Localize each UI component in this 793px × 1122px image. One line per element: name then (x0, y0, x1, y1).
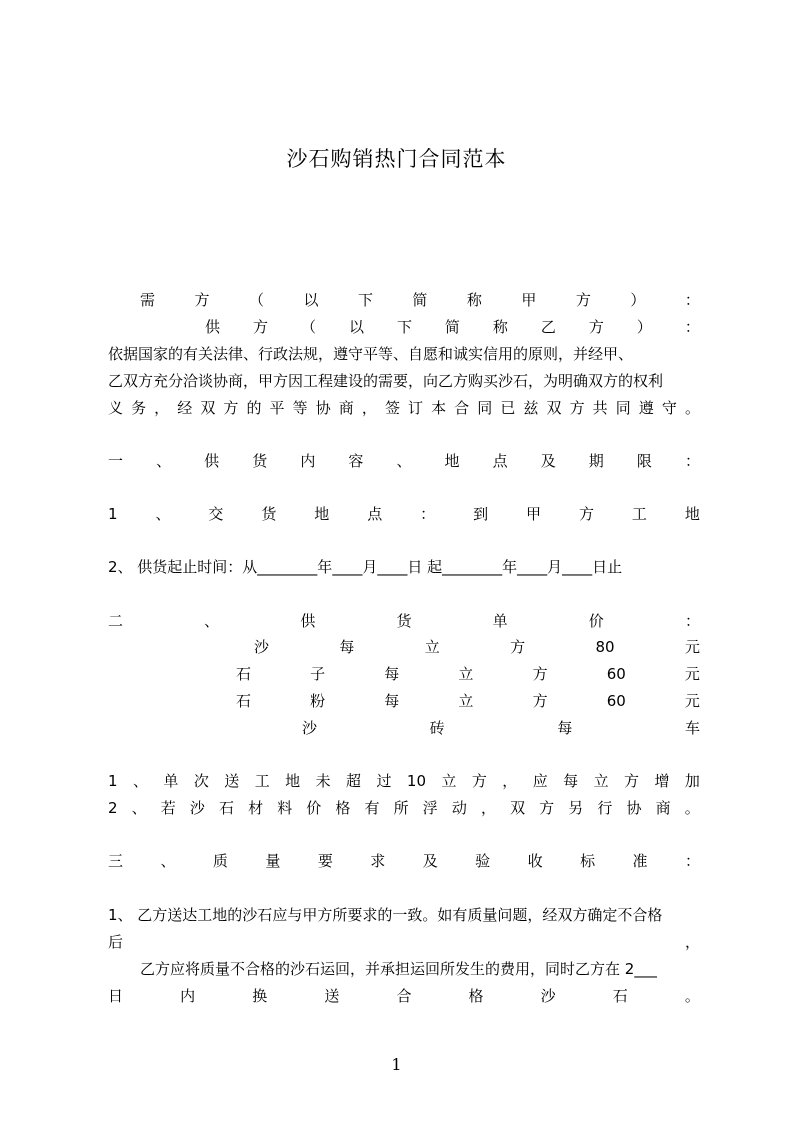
text-token: 遵 (638, 399, 654, 417)
text-token: 、 (160, 852, 176, 870)
text-token: 下 (396, 318, 412, 336)
text-token: 方 (578, 505, 594, 523)
text-token: 石 (236, 665, 252, 683)
text-token: 地 (314, 505, 330, 523)
quality-item-1-line-2 (108, 931, 700, 953)
text-token: 货 (261, 505, 277, 523)
text-token: 点 (492, 452, 508, 470)
text-token: ： (684, 612, 700, 630)
price-row-sand-brick (302, 717, 700, 739)
price-row-stone-powder (236, 690, 700, 712)
text-token: 方 (588, 318, 604, 336)
text-token: 质 (212, 852, 228, 870)
text-token: （ (300, 318, 316, 336)
text-token: ， (154, 399, 170, 417)
quality-item-1-line-3: 乙方应将质量不合格的沙石运回，并承担运回所发生的费用，同时乙方在 2___ (140, 960, 657, 978)
text-token: 动 (451, 799, 467, 817)
text-token: 以 (348, 318, 364, 336)
text-token: 、 (155, 505, 171, 523)
text-token: 日 (108, 987, 124, 1005)
text-token: 甲 (526, 505, 542, 523)
text-token: 本 (431, 399, 447, 417)
text-token: 方 (539, 799, 555, 817)
text-token: 、 (396, 452, 412, 470)
section-2-heading (108, 610, 700, 632)
text-token: 送 (324, 987, 340, 1005)
text-token: 每 (384, 665, 400, 683)
text-token: 及 (540, 452, 556, 470)
text-token: 地 (285, 772, 301, 790)
text-token: 元 (684, 692, 700, 710)
text-token: 订 (408, 399, 424, 417)
text-token: 共 (592, 399, 608, 417)
text-token: 方 (624, 772, 640, 790)
delivery-location-line (108, 503, 700, 525)
price-row-sand (254, 636, 700, 658)
text-token: 次 (193, 772, 209, 790)
text-token: 60 (606, 692, 626, 710)
text-token: 双 (546, 399, 562, 417)
text-token: 材 (248, 799, 264, 817)
text-token: 车 (684, 719, 700, 737)
text-token: 沙 (254, 638, 270, 656)
text-token: 砖 (429, 719, 445, 737)
text-token: 已 (500, 399, 516, 417)
text-token: 供 (204, 452, 220, 470)
text-token: 格 (468, 987, 484, 1005)
text-token: ， (361, 399, 377, 417)
text-token: 加 (684, 772, 700, 790)
text-token: 内 (300, 452, 316, 470)
text-token: 、 (132, 772, 148, 790)
preamble-paragraph-line-3 (108, 397, 700, 419)
preamble-paragraph-line-1: 依据国家的有关法律、行政法规，遵守平等、自愿和诚实信用的原则，并经甲、 (108, 345, 634, 363)
text-token: 供 (205, 318, 221, 336)
text-token: 的 (246, 399, 262, 417)
text-token: 交 (208, 505, 224, 523)
text-token: 需 (140, 291, 156, 309)
preamble-paragraph-line-2: 乙双方充分洽谈协商，甲方因工程建设的需要，向乙方购买沙石，为明确双方的权利 (108, 372, 664, 390)
text-token: 石 (612, 987, 628, 1005)
text-token: 期 (588, 452, 604, 470)
text-token: 10 (406, 772, 426, 790)
text-token: ： (684, 452, 700, 470)
text-token: 每 (563, 772, 579, 790)
text-token: 验 (475, 852, 491, 870)
text-token: 工 (254, 772, 270, 790)
text-token: 兹 (523, 399, 539, 417)
text-token: 甲 (521, 291, 537, 309)
text-token: 三 (108, 852, 124, 870)
text-token: ） (636, 318, 652, 336)
text-token: 增 (654, 772, 670, 790)
price-note-2 (108, 797, 700, 819)
text-token: （ (248, 291, 264, 309)
text-token: 点 (367, 505, 383, 523)
text-token: 有 (364, 799, 380, 817)
supply-period-line: 2、 供货起止时间：从________年____月____日 起________年____月____日止 (108, 558, 623, 576)
text-token: 守 (661, 399, 677, 417)
text-token: 简 (444, 318, 460, 336)
text-token: 要 (317, 852, 333, 870)
text-token: 地 (684, 505, 700, 523)
text-token: 料 (277, 799, 293, 817)
text-token: 2 (108, 799, 118, 817)
text-token: 方 (575, 291, 591, 309)
buyer-line (140, 289, 700, 311)
text-token: 单 (492, 612, 508, 630)
text-token: 石 (218, 799, 234, 817)
text-token: 60 (606, 665, 626, 683)
text-token: 协 (315, 399, 331, 417)
text-token: 平 (269, 399, 285, 417)
text-token: 货 (252, 452, 268, 470)
text-token: 立 (441, 772, 457, 790)
text-token: 浮 (422, 799, 438, 817)
text-token: 子 (310, 665, 326, 683)
text-token: 方 (252, 318, 268, 336)
text-token: 限 (636, 452, 652, 470)
seller-line (205, 316, 700, 338)
text-token: 。 (684, 799, 700, 817)
text-token: 同 (615, 399, 631, 417)
text-token: 1 (108, 505, 118, 523)
text-token: 每 (384, 692, 400, 710)
price-note-1 (108, 770, 700, 792)
text-token: ， (480, 799, 496, 817)
text-token: 求 (370, 852, 386, 870)
text-token: 后 (108, 933, 124, 951)
text-token: 1 (108, 772, 118, 790)
text-token: ， (684, 933, 700, 951)
text-token: 另 (568, 799, 584, 817)
text-token: 下 (357, 291, 373, 309)
text-token: 地 (444, 452, 460, 470)
text-token: 等 (292, 399, 308, 417)
text-token: 若 (160, 799, 176, 817)
text-token: 方 (532, 692, 548, 710)
text-token: 一 (108, 452, 124, 470)
text-token: 沙 (302, 719, 318, 737)
page-number: 1 (391, 1055, 402, 1074)
text-token: 协 (626, 799, 642, 817)
text-token: 货 (396, 612, 412, 630)
text-token: 务 (131, 399, 147, 417)
text-token: 双 (510, 799, 526, 817)
text-token: 过 (376, 772, 392, 790)
text-token: 称 (466, 291, 482, 309)
text-token: 、 (204, 612, 220, 630)
text-token: 到 (473, 505, 489, 523)
text-token: 立 (593, 772, 609, 790)
text-token: 沙 (540, 987, 556, 1005)
text-token: 80 (595, 638, 615, 656)
text-token: ： (684, 852, 700, 870)
text-token: 内 (180, 987, 196, 1005)
text-token: 立 (458, 665, 474, 683)
text-token: 合 (396, 987, 412, 1005)
text-token: 、 (131, 799, 147, 817)
text-token: 商 (338, 399, 354, 417)
text-token: 乙 (540, 318, 556, 336)
text-token: 及 (422, 852, 438, 870)
text-token: 粉 (310, 692, 326, 710)
text-token: 标 (580, 852, 596, 870)
text-token: 立 (424, 638, 440, 656)
text-token: 应 (532, 772, 548, 790)
text-token: 方 (194, 291, 210, 309)
text-token: 合 (454, 399, 470, 417)
text-token: 换 (252, 987, 268, 1005)
text-token: 容 (348, 452, 364, 470)
text-token: 。 (684, 987, 700, 1005)
text-token: 超 (346, 772, 362, 790)
text-token: 元 (684, 638, 700, 656)
text-token: 每 (339, 638, 355, 656)
text-token: 双 (200, 399, 216, 417)
text-token: ） (630, 291, 646, 309)
text-token: 价 (306, 799, 322, 817)
text-token: 、 (156, 452, 172, 470)
text-token: 价 (588, 612, 604, 630)
text-token: 二 (108, 612, 124, 630)
text-token: 签 (384, 399, 400, 417)
text-token: 方 (532, 665, 548, 683)
quality-item-1-line-1: 1、 乙方送达工地的沙石应与甲方所要求的一致。如有质量问题，经双方确定不合格 (108, 906, 663, 924)
quality-item-1-line-4 (108, 985, 700, 1007)
text-token: 方 (471, 772, 487, 790)
text-token: 量 (265, 852, 281, 870)
text-token: ： (684, 291, 700, 309)
text-token: 行 (597, 799, 613, 817)
text-token: 。 (684, 399, 700, 417)
text-token: 方 (223, 399, 239, 417)
text-token: 未 (315, 772, 331, 790)
section-3-heading (108, 850, 700, 872)
text-token: 沙 (189, 799, 205, 817)
text-token: ： (684, 318, 700, 336)
text-token: 方 (510, 638, 526, 656)
text-token: ， (502, 772, 518, 790)
document-title: 沙石购销热门合同范本 (286, 147, 507, 171)
price-row-gravel (236, 663, 700, 685)
text-token: 义 (108, 399, 124, 417)
text-token: 元 (684, 665, 700, 683)
text-token: 同 (477, 399, 493, 417)
text-token: 简 (412, 291, 428, 309)
text-token: 格 (335, 799, 351, 817)
text-token: 收 (527, 852, 543, 870)
text-token: 工 (631, 505, 647, 523)
text-token: 立 (458, 692, 474, 710)
text-token: 石 (236, 692, 252, 710)
text-token: 准 (632, 852, 648, 870)
text-token: 供 (300, 612, 316, 630)
text-token: 送 (224, 772, 240, 790)
section-1-heading (108, 450, 700, 472)
text-token: 称 (492, 318, 508, 336)
text-token: 所 (393, 799, 409, 817)
text-token: ： (420, 505, 436, 523)
text-token: 商 (655, 799, 671, 817)
text-token: 每 (557, 719, 573, 737)
text-token: 单 (163, 772, 179, 790)
text-token: 经 (177, 399, 193, 417)
text-token: 方 (569, 399, 585, 417)
text-token: 以 (303, 291, 319, 309)
